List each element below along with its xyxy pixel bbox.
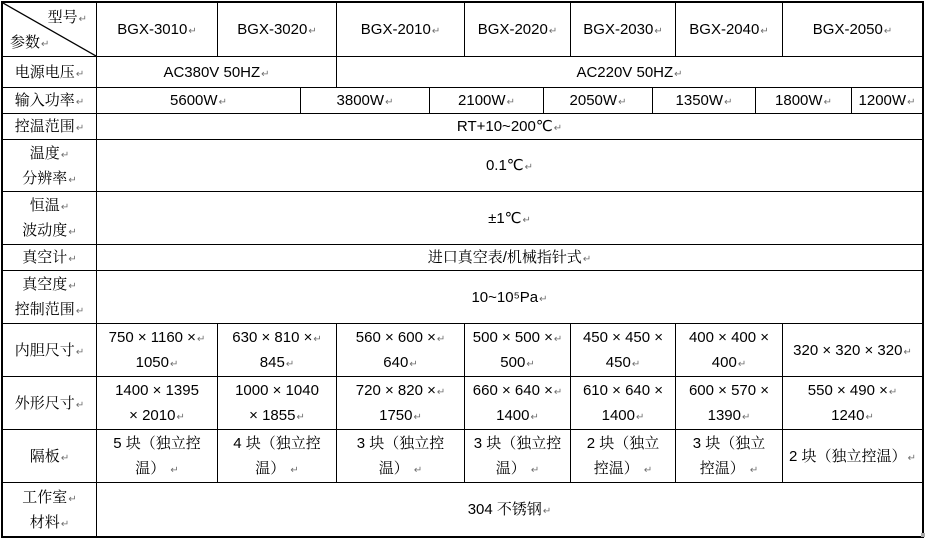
power-cell: 1200W ↵ bbox=[852, 88, 922, 114]
power-row bbox=[3, 88, 922, 114]
model-cell: BGX-3010 ↵ bbox=[97, 3, 218, 57]
size-cell: 500 × 500 × ↵ 500 ↵ bbox=[465, 324, 571, 377]
return-mark: ↵ bbox=[75, 68, 85, 80]
shelf-cell: 3 块（独立控 温） ↵ bbox=[465, 430, 571, 483]
return-mark: ↵ bbox=[631, 359, 641, 370]
return-mark: ↵ bbox=[290, 465, 299, 476]
size-cell: 400 × 400 × 400 ↵ bbox=[676, 324, 783, 377]
power-cell: 1350W ↵ bbox=[653, 88, 756, 114]
header-row bbox=[3, 3, 922, 57]
return-mark: ↵ bbox=[582, 254, 592, 265]
row-label: 外形尺寸 ↵ bbox=[3, 377, 97, 430]
row-label: 隔板 ↵ bbox=[3, 430, 97, 483]
return-mark: ↵ bbox=[169, 359, 179, 370]
vacuum-range-row bbox=[3, 271, 922, 324]
return-mark: ↵ bbox=[68, 493, 77, 505]
shelves-row bbox=[3, 430, 922, 483]
inner-size-row bbox=[3, 324, 922, 377]
return-mark: ↵ bbox=[724, 97, 733, 108]
voltage-cell: AC380V 50HZ ↵ bbox=[97, 57, 337, 88]
return-mark: ↵ bbox=[888, 387, 898, 398]
return-mark: ↵ bbox=[75, 123, 85, 134]
return-mark: ↵ bbox=[760, 26, 769, 37]
return-mark: ↵ bbox=[409, 359, 418, 370]
return-mark: ↵ bbox=[741, 412, 751, 423]
power-cell: 2100W ↵ bbox=[430, 88, 544, 114]
row-label: 温度 ↵ 分辨率 ↵ bbox=[3, 140, 97, 192]
return-mark: ↵ bbox=[413, 465, 423, 476]
model-cell: BGX-3020 ↵ bbox=[218, 3, 337, 57]
return-mark: ↵ bbox=[907, 97, 916, 108]
return-mark: ↵ bbox=[506, 97, 515, 108]
row-label: 内胆尺寸 ↵ bbox=[3, 324, 97, 377]
return-mark: ↵ bbox=[618, 97, 627, 108]
return-mark: ↵ bbox=[68, 281, 77, 292]
temp-range-row bbox=[3, 114, 922, 140]
size-cell: 610 × 640 × 1400 ↵ bbox=[571, 377, 676, 430]
size-cell: 1000 × 1040 × 1855 ↵ bbox=[218, 377, 337, 430]
shelf-cell: 4 块（独立控 温） ↵ bbox=[218, 430, 337, 483]
shelf-cell: 3 块（独立控 温） ↵ bbox=[337, 430, 465, 483]
corner-bottom-label: 参数↵ bbox=[10, 34, 50, 51]
shelf-cell: 3 块（独立 控温） ↵ bbox=[676, 430, 783, 483]
model-cell: BGX-2040 ↵ bbox=[676, 3, 783, 57]
material-row bbox=[3, 483, 922, 536]
table-resize-handle[interactable] bbox=[921, 533, 925, 537]
return-mark: ↵ bbox=[654, 26, 663, 37]
return-mark: ↵ bbox=[261, 68, 270, 80]
size-cell: 450 × 450 × 450 ↵ bbox=[571, 324, 676, 377]
value-cell: 0.1℃ ↵ bbox=[97, 140, 922, 192]
return-mark: ↵ bbox=[75, 97, 85, 108]
power-cell: 5600W ↵ bbox=[97, 88, 301, 114]
return-mark: ↵ bbox=[60, 452, 70, 464]
size-cell: 660 × 640 × ↵ 1400 ↵ bbox=[465, 377, 571, 430]
return-mark: ↵ bbox=[60, 518, 70, 530]
return-mark: ↵ bbox=[553, 387, 563, 398]
size-cell: 1400 × 1395 × 2010 ↵ bbox=[97, 377, 218, 430]
fluctuation-row bbox=[3, 192, 922, 245]
outer-size-row bbox=[3, 377, 922, 430]
return-mark: ↵ bbox=[530, 465, 540, 476]
return-mark: ↵ bbox=[524, 162, 534, 173]
power-cell: 3800W ↵ bbox=[301, 88, 430, 114]
value-cell: 进口真空表/机械指针式 ↵ bbox=[97, 245, 922, 271]
model-cell: BGX-2050 ↵ bbox=[783, 3, 922, 57]
shelf-cell: 2 块（独立控温） ↵ bbox=[783, 430, 922, 483]
return-mark: ↵ bbox=[176, 412, 185, 423]
model-cell: BGX-2030 ↵ bbox=[571, 3, 676, 57]
value-cell: 10~10⁵Pa ↵ bbox=[97, 271, 922, 324]
return-mark: ↵ bbox=[553, 123, 563, 134]
row-label: 恒温 ↵ 波动度 ↵ bbox=[3, 192, 97, 245]
value-cell: ±1℃ ↵ bbox=[97, 192, 922, 245]
return-mark: ↵ bbox=[436, 334, 446, 345]
return-mark: ↵ bbox=[413, 412, 422, 423]
return-mark: ↵ bbox=[68, 254, 77, 265]
return-mark: ↵ bbox=[188, 26, 197, 37]
return-mark: ↵ bbox=[522, 214, 531, 226]
value-cell: 304 不锈钢 ↵ bbox=[97, 483, 922, 536]
size-cell: 750 × 1160 × ↵ 1050 ↵ bbox=[97, 324, 218, 377]
return-mark: ↵ bbox=[436, 387, 446, 398]
row-label: 工作室 ↵ 材料 ↵ bbox=[3, 483, 97, 536]
size-cell: 560 × 600 × ↵ 640 ↵ bbox=[337, 324, 465, 377]
row-label: 输入功率 ↵ bbox=[3, 88, 97, 114]
corner-cell bbox=[3, 3, 97, 57]
size-cell: 320 × 320 × 320 ↵ bbox=[783, 324, 922, 377]
spec-table bbox=[1, 1, 924, 538]
return-mark: ↵ bbox=[907, 452, 916, 464]
return-mark: ↵ bbox=[385, 97, 394, 108]
model-cell: BGX-2010 ↵ bbox=[337, 3, 465, 57]
return-mark: ↵ bbox=[530, 412, 539, 423]
size-cell: 630 × 810 × ↵ 845 ↵ bbox=[218, 324, 337, 377]
return-mark: ↵ bbox=[218, 97, 227, 108]
return-mark: ↵ bbox=[296, 412, 305, 423]
return-mark: ↵ bbox=[60, 149, 70, 161]
return-mark: ↵ bbox=[737, 359, 747, 370]
return-mark: ↵ bbox=[75, 346, 85, 358]
row-label: 真空计 ↵ bbox=[3, 245, 97, 271]
return-mark: ↵ bbox=[635, 412, 645, 423]
return-mark: ↵ bbox=[41, 39, 50, 50]
return-mark: ↵ bbox=[75, 306, 85, 317]
size-cell: 600 × 570 × 1390 ↵ bbox=[676, 377, 783, 430]
return-mark: ↵ bbox=[75, 399, 85, 411]
power-cell: 1800W ↵ bbox=[756, 88, 852, 114]
shelf-cell: 5 块（独立控 温） ↵ bbox=[97, 430, 218, 483]
return-mark: ↵ bbox=[823, 97, 832, 108]
corner-top-label: 型号↵ bbox=[47, 9, 87, 26]
shelf-cell: 2 块（独立 控温） ↵ bbox=[571, 430, 676, 483]
return-mark: ↵ bbox=[548, 26, 558, 37]
voltage-cell: AC220V 50HZ ↵ bbox=[337, 57, 922, 88]
row-label: 电源电压 ↵ bbox=[3, 57, 97, 88]
gauge-row bbox=[3, 245, 922, 271]
voltage-row bbox=[3, 57, 922, 88]
return-mark: ↵ bbox=[903, 346, 912, 358]
return-mark: ↵ bbox=[68, 174, 77, 186]
return-mark: ↵ bbox=[431, 26, 441, 37]
return-mark: ↵ bbox=[78, 14, 87, 25]
row-label: 真空度 ↵ 控制范围 ↵ bbox=[3, 271, 97, 324]
size-cell: 720 × 820 × ↵ 1750 ↵ bbox=[337, 377, 465, 430]
return-mark: ↵ bbox=[542, 506, 552, 517]
return-mark: ↵ bbox=[883, 26, 893, 37]
return-mark: ↵ bbox=[308, 26, 317, 37]
return-mark: ↵ bbox=[526, 359, 535, 370]
return-mark: ↵ bbox=[170, 465, 179, 476]
row-label: 控温范围 ↵ bbox=[3, 114, 97, 140]
return-mark: ↵ bbox=[313, 334, 322, 345]
return-mark: ↵ bbox=[553, 334, 563, 345]
return-mark: ↵ bbox=[285, 359, 295, 370]
return-mark: ↵ bbox=[674, 68, 683, 80]
return-mark: ↵ bbox=[539, 293, 548, 305]
value-cell: RT+10~200℃ ↵ bbox=[97, 114, 922, 140]
return-mark: ↵ bbox=[196, 334, 206, 345]
power-cell: 2050W ↵ bbox=[544, 88, 653, 114]
return-mark: ↵ bbox=[60, 202, 70, 213]
return-mark: ↵ bbox=[865, 412, 874, 423]
model-cell: BGX-2020 ↵ bbox=[465, 3, 571, 57]
return-mark: ↵ bbox=[643, 465, 653, 476]
return-mark: ↵ bbox=[68, 227, 77, 238]
return-mark: ↵ bbox=[749, 465, 759, 476]
size-cell: 550 × 490 × ↵ 1240 ↵ bbox=[783, 377, 922, 430]
resolution-row bbox=[3, 140, 922, 192]
